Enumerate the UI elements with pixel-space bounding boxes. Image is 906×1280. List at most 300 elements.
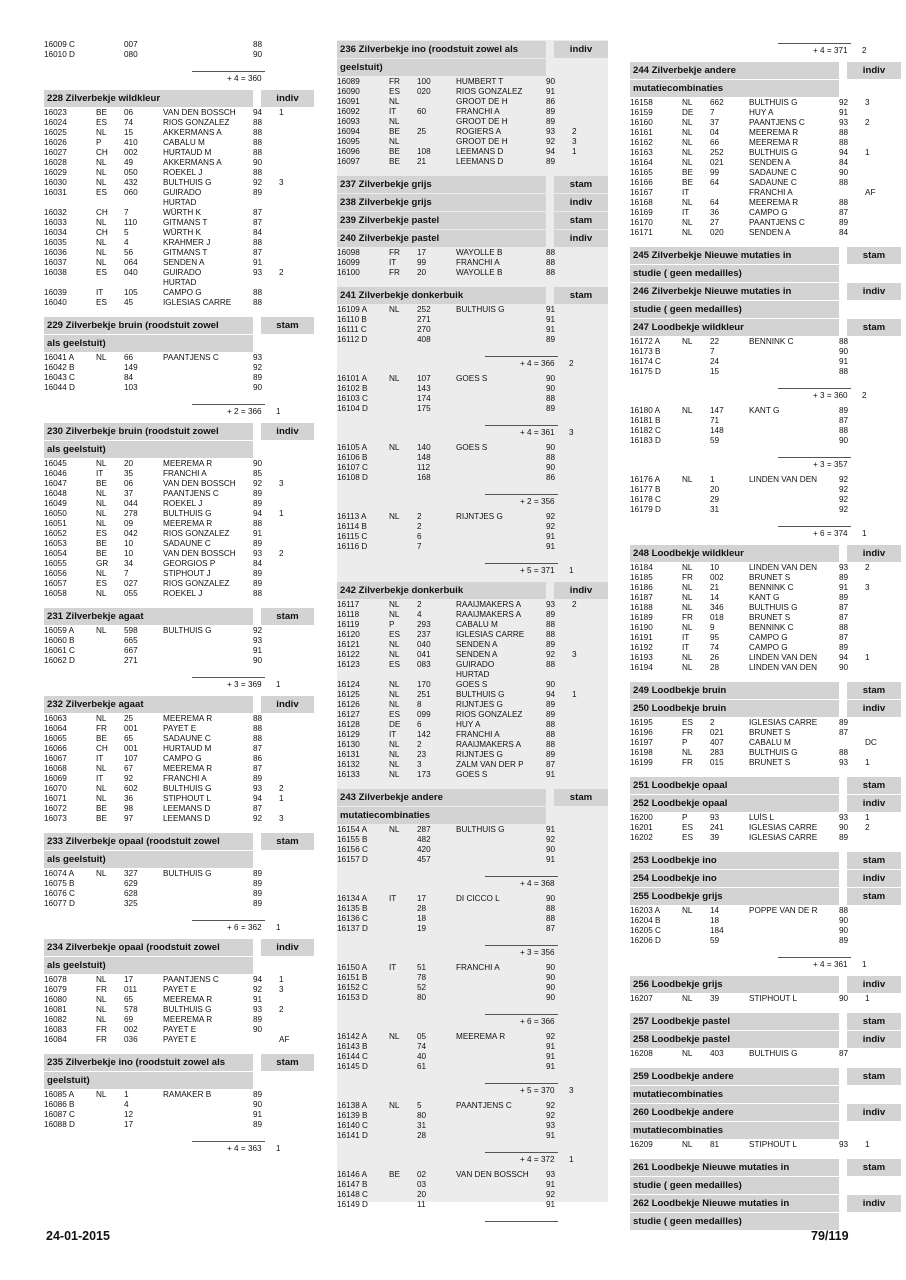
- place: [279, 744, 303, 754]
- country: BE: [682, 178, 693, 187]
- ring-number: 16136 C: [337, 914, 368, 923]
- points: 89: [253, 539, 263, 548]
- place: [279, 228, 303, 238]
- result-row: [44, 879, 314, 889]
- ring-number: 16009 C: [44, 40, 75, 49]
- points: 90: [546, 463, 556, 472]
- ring-number: 16206 D: [630, 936, 661, 945]
- country: [389, 835, 417, 845]
- place: [572, 1042, 596, 1052]
- country: ES: [682, 823, 693, 832]
- ring-number: 16073: [44, 814, 67, 823]
- ring-number: 16146 A: [337, 1170, 368, 1179]
- entry-number: 278: [124, 509, 138, 518]
- team-total: [337, 422, 608, 443]
- entry-number: 002: [124, 1025, 138, 1034]
- points: 87: [253, 208, 263, 217]
- entry-number: 4: [124, 1100, 129, 1109]
- result-row: [44, 569, 314, 579]
- exhibitor-name: [456, 1131, 546, 1141]
- entry-number: 09: [124, 519, 134, 528]
- country: NL: [96, 248, 107, 257]
- result-row: [44, 804, 314, 814]
- entry-number: 93: [710, 813, 720, 822]
- ring-number: 16155 B: [337, 835, 368, 844]
- country: GR: [96, 559, 109, 568]
- place: [865, 485, 889, 495]
- total-rank: 1: [569, 1155, 574, 1164]
- result-row: [630, 406, 901, 416]
- points: 88: [253, 238, 263, 247]
- entry-number: 20: [417, 1190, 427, 1199]
- points: 94: [839, 148, 849, 157]
- country: ES: [682, 718, 693, 727]
- points: 88: [839, 138, 849, 147]
- points: 88: [839, 426, 849, 435]
- result-row: [337, 374, 608, 384]
- points: 89: [546, 700, 556, 709]
- exhibitor-name: [456, 1121, 546, 1131]
- entry-number: 31: [417, 1121, 427, 1130]
- country: NL: [389, 750, 400, 759]
- country: [96, 646, 124, 656]
- points: 84: [839, 158, 849, 167]
- header-gap: [839, 1195, 847, 1212]
- place: [279, 724, 303, 734]
- country: ES: [96, 118, 107, 127]
- country: BE: [389, 157, 400, 166]
- class-header: [44, 1072, 314, 1089]
- place: [865, 593, 889, 603]
- exhibitor-name: BRUNET S: [749, 613, 791, 622]
- country: [389, 993, 417, 1003]
- result-row: [630, 118, 901, 128]
- result-row: [337, 1190, 608, 1200]
- exhibitor-name: [456, 325, 546, 335]
- total-sum: + 6 = 362: [227, 923, 262, 932]
- place: [572, 770, 596, 780]
- ring-number: 16079: [44, 985, 67, 994]
- country: BE: [96, 814, 107, 823]
- ring-number: 16157 D: [337, 855, 368, 864]
- class-header: [630, 852, 901, 869]
- points: 88: [546, 258, 556, 267]
- points: 88: [253, 118, 263, 127]
- total-rank: 2: [862, 46, 867, 55]
- result-row: [630, 926, 901, 936]
- entry-number: [710, 188, 749, 198]
- entry-number: 64: [710, 178, 720, 187]
- class-kind: stam: [862, 780, 886, 791]
- result-row: [337, 845, 608, 855]
- result-row: [44, 539, 314, 549]
- result-row: [44, 509, 314, 519]
- exhibitor-name: FRANCHI A: [163, 774, 207, 783]
- result-row: [337, 315, 608, 325]
- place: 1: [279, 108, 284, 117]
- total-rule: [192, 404, 265, 405]
- points: 89: [839, 573, 849, 582]
- result-row: [337, 522, 608, 532]
- result-row: [44, 218, 314, 228]
- total-sum: + 4 = 361: [813, 960, 848, 969]
- points: 88: [839, 623, 849, 632]
- entry-number: 346: [710, 603, 724, 612]
- result-row: [44, 363, 314, 373]
- ring-number: 16063: [44, 714, 67, 723]
- result-row: [630, 738, 901, 748]
- entry-number: 28: [710, 663, 720, 672]
- place: [279, 499, 303, 509]
- total-sum: + 2 = 366: [227, 407, 262, 416]
- exhibitor-name: [456, 1062, 546, 1072]
- exhibitor-name: [163, 1120, 253, 1130]
- exhibitor-name: MEEREMA R: [163, 764, 213, 773]
- ring-number: 16041 A: [44, 353, 75, 362]
- exhibitor-name: [749, 367, 839, 377]
- header-gap: [546, 212, 554, 229]
- entry-number: 457: [417, 855, 431, 864]
- class-title: 233 Zilverbekje opaal (roodstuit zowel: [47, 836, 220, 847]
- entry-number: 002: [710, 573, 724, 582]
- exhibitor-name: BULTHUIS G: [163, 869, 212, 878]
- class-title: 254 Loodbekje ino: [633, 873, 717, 884]
- ring-number: 16130: [337, 740, 360, 749]
- place: [572, 157, 596, 167]
- class-title: studie ( geen medailles): [633, 304, 742, 315]
- header-gap: [546, 582, 554, 599]
- country: BE: [96, 108, 107, 117]
- total-rule: [485, 1083, 558, 1084]
- header-gap: [839, 888, 847, 905]
- place: [572, 374, 596, 384]
- class-header: [630, 700, 901, 717]
- row-spacer: [337, 414, 608, 422]
- exhibitor-name: GROOT DE H: [456, 117, 508, 126]
- points: 89: [253, 1120, 263, 1129]
- points: 87: [839, 416, 849, 425]
- place: [572, 700, 596, 710]
- points: 90: [253, 459, 263, 468]
- result-row: [630, 583, 901, 593]
- exhibitor-name: [456, 973, 546, 983]
- total-rank: 1: [276, 923, 281, 932]
- exhibitor-name: SENDEN A: [163, 258, 205, 267]
- points: 93: [546, 1121, 556, 1130]
- ring-number: 16171: [630, 228, 653, 237]
- result-row: [337, 1042, 608, 1052]
- ring-number: 16048: [44, 489, 67, 498]
- country: NL: [96, 975, 107, 984]
- exhibitor-name: BULTHUIS G: [749, 1049, 798, 1058]
- country: NL: [96, 459, 107, 468]
- place: [279, 208, 303, 218]
- country: NL: [96, 784, 107, 793]
- class-header: [630, 1031, 901, 1048]
- header-gap: [839, 1031, 847, 1048]
- class-title: 238 Zilverbekje grijs: [340, 197, 432, 208]
- points: 88: [253, 724, 263, 733]
- place: [279, 278, 303, 288]
- place: 3: [279, 814, 284, 823]
- place: [279, 869, 303, 879]
- points: 89: [546, 750, 556, 759]
- exhibitor-name: FRANCHI A: [163, 469, 207, 478]
- ring-number: 16082: [44, 1015, 67, 1024]
- result-row: [337, 1170, 608, 1180]
- total-sum: + 4 = 366: [520, 359, 555, 368]
- class-kind: indiv: [276, 426, 299, 437]
- ring-number: 16117: [337, 600, 360, 609]
- country: NL: [682, 563, 693, 572]
- ring-number: 16154 A: [337, 825, 368, 834]
- header-gap: [839, 1122, 847, 1139]
- ring-number: 16050: [44, 509, 67, 518]
- place: [279, 1120, 303, 1130]
- place: [865, 108, 889, 118]
- header-gap: [839, 870, 847, 887]
- ring-number: 16201: [630, 823, 653, 832]
- exhibitor-name: [456, 835, 546, 845]
- class-kind: stam: [276, 320, 299, 331]
- entry-number: 20: [710, 485, 720, 494]
- country: NL: [96, 489, 107, 498]
- ring-number: 16027: [44, 148, 67, 157]
- result-row: [44, 118, 314, 128]
- points: 89: [253, 569, 263, 578]
- country: NL: [389, 740, 400, 749]
- ring-number: 16164: [630, 158, 653, 167]
- class-kind: [847, 80, 901, 97]
- result-row: [44, 899, 314, 909]
- ring-number: 16145 D: [337, 1062, 368, 1071]
- class-kind: [261, 1072, 314, 1089]
- class-header: [630, 1086, 901, 1103]
- points: 87: [253, 764, 263, 773]
- points: 88: [253, 714, 263, 723]
- exhibitor-name: [749, 916, 839, 926]
- entry-number: 432: [124, 178, 138, 187]
- country: NL: [389, 825, 400, 834]
- row-spacer: [630, 1004, 901, 1012]
- place: [279, 148, 303, 158]
- team-total: [630, 40, 901, 61]
- points: 92: [253, 479, 263, 488]
- ring-number: 16151 B: [337, 973, 368, 982]
- result-row: [44, 489, 314, 499]
- country: NL: [389, 770, 400, 779]
- total-rule: [485, 425, 558, 426]
- exhibitor-name: RIOS GONZALEZ: [163, 529, 230, 538]
- points: 88: [546, 730, 556, 739]
- header-gap: [546, 59, 554, 76]
- total-rule: [778, 457, 851, 458]
- exhibitor-name: MEEREMA R: [163, 1015, 213, 1024]
- place: [865, 936, 889, 946]
- header-gap: [253, 851, 261, 868]
- result-row: [337, 147, 608, 157]
- class-header: [630, 1013, 901, 1030]
- result-row: [630, 728, 901, 738]
- entry-number: 28: [417, 1131, 427, 1140]
- exhibitor-name: CAMPO G: [163, 288, 202, 297]
- result-row: [337, 963, 608, 973]
- result-row: [44, 646, 314, 656]
- class-title: geelstuit): [47, 1075, 90, 1086]
- country: NL: [96, 353, 107, 362]
- result-row: [337, 1111, 608, 1121]
- exhibitor-name: [456, 845, 546, 855]
- total-rule: [485, 876, 558, 877]
- row-spacer: [44, 1130, 314, 1138]
- class-kind: indiv: [276, 699, 299, 710]
- result-row: [44, 1090, 314, 1100]
- row-spacer: [44, 909, 314, 917]
- ring-number: 16088 D: [44, 1120, 75, 1129]
- points: 91: [546, 770, 556, 779]
- class-header: [630, 1122, 901, 1139]
- entry-number: 35: [124, 469, 134, 478]
- place: [865, 475, 889, 485]
- exhibitor-name: BULTHUIS G: [749, 748, 798, 757]
- result-row: [630, 748, 901, 758]
- points: 93: [253, 784, 263, 793]
- ring-number: 16182 C: [630, 426, 661, 435]
- points: 92: [546, 835, 556, 844]
- entry-number: 271: [124, 656, 138, 665]
- ring-number: 16126: [337, 700, 360, 709]
- place: [865, 347, 889, 357]
- ring-number: 16037: [44, 258, 67, 267]
- place: [572, 268, 596, 278]
- entry-number: 1: [710, 475, 715, 484]
- result-row: [337, 473, 608, 483]
- entry-number: 040: [124, 268, 138, 277]
- ring-number: 16093: [337, 117, 360, 126]
- country: FR: [389, 248, 400, 257]
- points: 88: [546, 394, 556, 403]
- result-row: [44, 734, 314, 744]
- exhibitor-name: [456, 404, 546, 414]
- header-gap: [839, 682, 847, 699]
- place: AF: [279, 1035, 290, 1044]
- ring-number: 16144 C: [337, 1052, 368, 1061]
- place: [279, 636, 303, 646]
- points: 88: [839, 337, 849, 346]
- ring-number: 16053: [44, 539, 67, 548]
- result-row: [44, 559, 314, 569]
- country: NL: [96, 1005, 107, 1014]
- result-row: [44, 108, 314, 118]
- points: 93: [253, 1005, 263, 1014]
- exhibitor-name: [163, 1110, 253, 1120]
- exhibitor-name: [456, 924, 546, 934]
- exhibitor-name: BULTHUIS G: [749, 98, 798, 107]
- ring-number: 16031: [44, 188, 67, 197]
- place: [865, 906, 889, 916]
- country: IT: [682, 643, 690, 652]
- row-spacer: [337, 345, 608, 353]
- exhibitor-name: PAYET E: [163, 985, 197, 994]
- result-row: [337, 325, 608, 335]
- class-kind: [847, 1177, 901, 1194]
- result-row: [337, 750, 608, 760]
- ring-number: 16108 D: [337, 473, 368, 482]
- place: [572, 825, 596, 835]
- header-gap: [839, 1213, 847, 1230]
- result-row: [44, 724, 314, 734]
- country: IT: [389, 894, 397, 903]
- country: [389, 463, 417, 473]
- exhibitor-name: BULTHUIS G: [456, 825, 505, 834]
- points: 87: [839, 633, 849, 642]
- place: [572, 1190, 596, 1200]
- place: [572, 973, 596, 983]
- exhibitor-name: [163, 879, 253, 889]
- place: 2: [865, 118, 870, 127]
- country: ES: [682, 833, 693, 842]
- header-gap: [839, 247, 847, 264]
- exhibitor-name: AKKERMANS A: [163, 128, 222, 137]
- place: [279, 40, 303, 50]
- result-row: [630, 168, 901, 178]
- entry-number: 044: [124, 499, 138, 508]
- place: [572, 894, 596, 904]
- result-row: [337, 1062, 608, 1072]
- result-row: [44, 794, 314, 804]
- points: 89: [253, 879, 263, 888]
- exhibitor-name: [163, 899, 253, 909]
- entry-number: 112: [417, 463, 431, 472]
- class-header: [44, 1054, 314, 1071]
- country: NL: [389, 443, 400, 452]
- exhibitor-name: [163, 50, 253, 60]
- entry-number: 173: [417, 770, 431, 779]
- points: 94: [253, 509, 263, 518]
- result-row: [44, 469, 314, 479]
- place: [572, 1062, 596, 1072]
- class-title: mutatiecombinaties: [633, 83, 724, 94]
- exhibitor-name: BULTHUIS G: [163, 784, 212, 793]
- points: 89: [839, 593, 849, 602]
- ring-number: 16160: [630, 118, 653, 127]
- country: NL: [96, 626, 107, 635]
- place: [865, 218, 889, 228]
- entry-number: 2: [417, 600, 422, 609]
- class-kind: [847, 1086, 901, 1103]
- ring-number: 16023: [44, 108, 67, 117]
- class-header: [630, 795, 901, 812]
- results-column-3: [630, 40, 901, 1231]
- exhibitor-name: [163, 1100, 253, 1110]
- result-row: [630, 633, 901, 643]
- entry-number: 042: [124, 529, 138, 538]
- class-kind: indiv: [862, 703, 886, 714]
- place: [572, 835, 596, 845]
- entry-number: 170: [417, 680, 431, 689]
- ring-number: 16087 C: [44, 1110, 75, 1119]
- points: 92: [839, 98, 849, 107]
- class-header: [44, 441, 314, 458]
- result-row: [337, 835, 608, 845]
- total-rule: [485, 1014, 558, 1015]
- ring-number: 16140 C: [337, 1121, 368, 1130]
- ring-number: 16035: [44, 238, 67, 247]
- points: 92: [546, 1190, 556, 1199]
- team-total: [44, 674, 314, 695]
- exhibitor-name: IGLESIAS CARRE: [456, 630, 525, 639]
- exhibitor-name: AKKERMANS A: [163, 158, 222, 167]
